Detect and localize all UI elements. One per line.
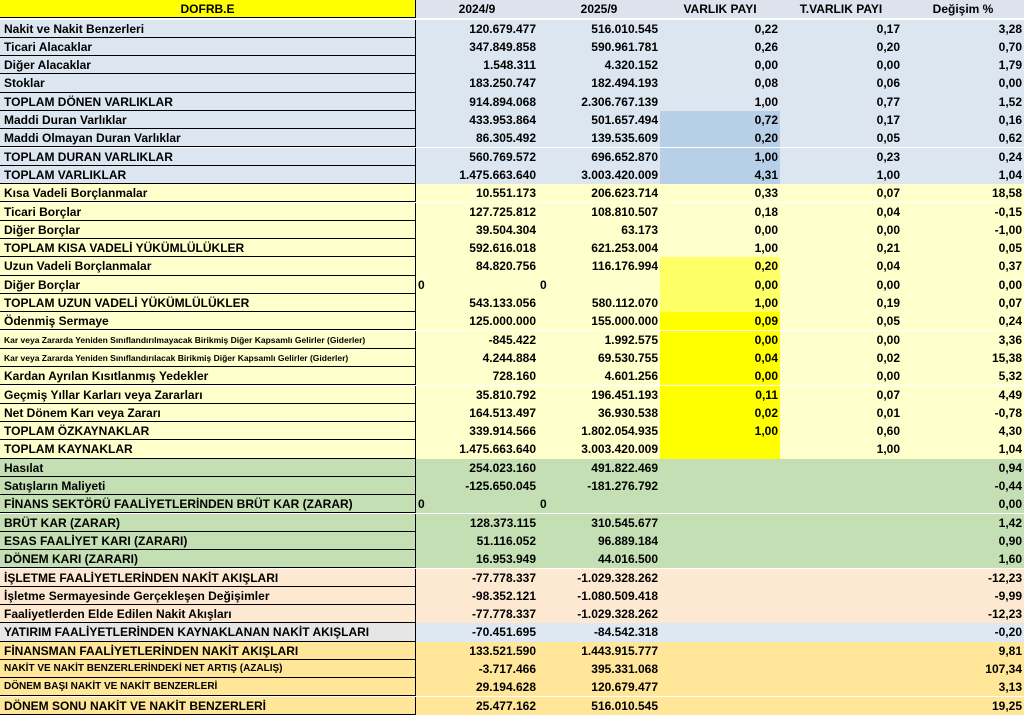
varlik-payi-cell[interactable]: 1,00: [660, 294, 780, 312]
degisim-cell[interactable]: 19,25: [902, 697, 1024, 715]
t-varlik-payi-cell[interactable]: 0,02: [780, 349, 902, 367]
table-row: [0, 184, 1024, 202]
value-2025[interactable]: 182.494.193: [538, 74, 660, 92]
t-varlik-payi-cell[interactable]: [780, 477, 902, 495]
row-label[interactable]: TOPLAM VARLIKLAR: [0, 166, 416, 184]
table-row: [0, 477, 1024, 495]
t-varlik-payi-cell[interactable]: 0,23: [780, 148, 902, 166]
row-label[interactable]: FİNANSMAN FAALİYETLERİNDEN NAKİT AKIŞLARI: [0, 642, 416, 660]
varlik-payi-cell[interactable]: 0,72: [660, 111, 780, 129]
value-2025[interactable]: 69.530.755: [538, 349, 660, 367]
row-label[interactable]: Diğer Alacaklar: [0, 56, 416, 74]
t-varlik-payi-cell[interactable]: 0,77: [780, 93, 902, 111]
t-varlik-payi-cell[interactable]: [780, 605, 902, 623]
t-varlik-payi-cell[interactable]: 0,00: [780, 367, 902, 385]
value-2025[interactable]: 501.657.494: [538, 111, 660, 129]
degisim-cell[interactable]: 1,60: [902, 550, 1024, 568]
value-2024[interactable]: -77.778.337: [416, 569, 538, 587]
value-2024[interactable]: 4.244.884: [416, 349, 538, 367]
degisim-cell[interactable]: 1,52: [902, 93, 1024, 111]
value-2025[interactable]: 0: [538, 276, 660, 294]
varlik-payi-cell[interactable]: 4,31: [660, 166, 780, 184]
degisim-cell[interactable]: 107,34: [902, 660, 1024, 678]
table-row: [0, 166, 1024, 184]
degisim-cell[interactable]: 3,36: [902, 331, 1024, 349]
t-varlik-payi-cell[interactable]: [780, 697, 902, 715]
varlik-payi-cell[interactable]: [660, 477, 780, 495]
value-2025[interactable]: 4.320.152: [538, 56, 660, 74]
value-2025[interactable]: 63.173: [538, 221, 660, 239]
row-label[interactable]: NAKİT VE NAKİT BENZERLERİNDEKİ NET ARTIŞ (AZALIŞ): [0, 660, 416, 678]
row-label[interactable]: TOPLAM DURAN VARLIKLAR: [0, 148, 416, 166]
value-2025[interactable]: 116.176.994: [538, 257, 660, 275]
degisim-cell[interactable]: 1,04: [902, 166, 1024, 184]
t-varlik-payi-cell[interactable]: 0,06: [780, 74, 902, 92]
value-2025[interactable]: 310.545.677: [538, 514, 660, 532]
t-varlik-payi-cell[interactable]: 0,00: [780, 331, 902, 349]
varlik-payi-cell[interactable]: [660, 587, 780, 605]
varlik-payi-cell[interactable]: 0,04: [660, 349, 780, 367]
table-row: [0, 532, 1024, 550]
t-varlik-payi-cell[interactable]: 0,07: [780, 386, 902, 404]
value-2025[interactable]: 2.306.767.139: [538, 93, 660, 111]
varlik-payi-cell[interactable]: 0,00: [660, 331, 780, 349]
table-row: [0, 221, 1024, 239]
degisim-cell[interactable]: 15,38: [902, 349, 1024, 367]
table-row: [0, 74, 1024, 92]
table-row: [0, 276, 1024, 294]
varlik-payi-cell[interactable]: 0,20: [660, 129, 780, 147]
value-2025[interactable]: 44.016.500: [538, 550, 660, 568]
t-varlik-payi-cell[interactable]: 1,00: [780, 440, 902, 458]
value-2024[interactable]: 0: [416, 276, 538, 294]
varlik-payi-cell[interactable]: 0,00: [660, 276, 780, 294]
degisim-cell[interactable]: -0,44: [902, 477, 1024, 495]
value-2024[interactable]: 127.725.812: [416, 203, 538, 221]
value-2024[interactable]: 183.250.747: [416, 74, 538, 92]
row-label[interactable]: Net Dönem Karı veya Zararı: [0, 404, 416, 422]
degisim-cell[interactable]: 0,94: [902, 459, 1024, 477]
row-label[interactable]: Maddi Duran Varlıklar: [0, 111, 416, 129]
varlik-payi-cell[interactable]: [660, 642, 780, 660]
varlik-payi-cell[interactable]: 1,00: [660, 422, 780, 440]
degisim-cell[interactable]: 0,90: [902, 532, 1024, 550]
year-2025-header[interactable]: 2025/9: [538, 0, 660, 18]
value-2024[interactable]: 592.616.018: [416, 239, 538, 257]
varlik-payi-cell[interactable]: 0,26: [660, 38, 780, 56]
degisim-cell[interactable]: 4,49: [902, 386, 1024, 404]
value-2024[interactable]: 128.373.115: [416, 514, 538, 532]
row-label[interactable]: YATIRIM FAALİYETLERİNDEN KAYNAKLANAN NAKİT AKIŞLARI: [0, 623, 416, 641]
varlik-payi-cell[interactable]: [660, 605, 780, 623]
table-row: [0, 550, 1024, 568]
table-row: [0, 569, 1024, 587]
table-row: [0, 20, 1024, 38]
row-label[interactable]: TOPLAM KAYNAKLAR: [0, 440, 416, 458]
varlik-payi-cell[interactable]: 0,33: [660, 184, 780, 202]
row-label[interactable]: Geçmiş Yıllar Karları veya Zararları: [0, 386, 416, 404]
varlik-payi-cell[interactable]: 0,00: [660, 221, 780, 239]
t-varlik-payi-cell[interactable]: [780, 660, 902, 678]
row-label[interactable]: Uzun Vadeli Borçlanmalar: [0, 257, 416, 275]
table-row: [0, 495, 1024, 513]
value-2025[interactable]: 3.003.420.009: [538, 440, 660, 458]
varlik-payi-cell[interactable]: 0,11: [660, 386, 780, 404]
varlik-payi-cell[interactable]: 0,02: [660, 404, 780, 422]
degisim-cell[interactable]: -12,23: [902, 569, 1024, 587]
table-row: [0, 93, 1024, 111]
varlik-payi-cell[interactable]: [660, 532, 780, 550]
t-varlik-payi-cell[interactable]: 0,00: [780, 56, 902, 74]
table-row: [0, 129, 1024, 147]
t-varlik-payi-cell[interactable]: 0,07: [780, 184, 902, 202]
row-label[interactable]: TOPLAM DÖNEN VARLIKLAR: [0, 93, 416, 111]
value-2025[interactable]: -181.276.792: [538, 477, 660, 495]
value-2024[interactable]: 560.769.572: [416, 148, 538, 166]
table-row: [0, 660, 1024, 678]
value-2025[interactable]: 395.331.068: [538, 660, 660, 678]
ticker-header[interactable]: DOFRB.E: [0, 0, 416, 18]
t-varlik-payi-cell[interactable]: 0,17: [780, 20, 902, 38]
value-2025[interactable]: 1.802.054.935: [538, 422, 660, 440]
value-2024[interactable]: 125.000.000: [416, 312, 538, 330]
value-2024[interactable]: 1.475.663.640: [416, 166, 538, 184]
value-2024[interactable]: 0: [416, 495, 538, 513]
varlik-payi-cell[interactable]: 0,22: [660, 20, 780, 38]
degisim-cell[interactable]: 4,30: [902, 422, 1024, 440]
table-row: [0, 111, 1024, 129]
table-row: [0, 38, 1024, 56]
degisim-cell[interactable]: -0,15: [902, 203, 1024, 221]
t-varlik-payi-cell[interactable]: 0,17: [780, 111, 902, 129]
value-2025[interactable]: 206.623.714: [538, 184, 660, 202]
row-label[interactable]: DÖNEM BAŞI NAKİT VE NAKİT BENZERLERİ: [0, 678, 416, 696]
value-2024[interactable]: -77.778.337: [416, 605, 538, 623]
value-2025[interactable]: 590.961.781: [538, 38, 660, 56]
varlik-payi-cell[interactable]: [660, 459, 780, 477]
value-2024[interactable]: 51.116.052: [416, 532, 538, 550]
row-label[interactable]: Kar veya Zararda Yeniden Sınıflandırılmayacak Birikmiş Diğer Kapsamlı Gelirler (Giderler): [0, 331, 416, 349]
row-label[interactable]: Kar veya Zararda Yeniden Sınıflandırılacak Birikmiş Diğer Kapsamlı Gelirler (Giderler): [0, 349, 416, 367]
row-label[interactable]: Nakit ve Nakit Benzerleri: [0, 20, 416, 38]
degisim-cell[interactable]: 0,05: [902, 239, 1024, 257]
value-2025[interactable]: 155.000.000: [538, 312, 660, 330]
t-varlik-payi-cell[interactable]: 0,05: [780, 312, 902, 330]
value-2024[interactable]: 914.894.068: [416, 93, 538, 111]
table-row: [0, 312, 1024, 330]
table-row: [0, 294, 1024, 312]
table-row: [0, 514, 1024, 532]
row-label[interactable]: ESAS FAALİYET KARI (ZARARI): [0, 532, 416, 550]
degisim-cell[interactable]: 1,42: [902, 514, 1024, 532]
t-varlik-payi-cell[interactable]: 1,00: [780, 166, 902, 184]
table-row: [0, 605, 1024, 623]
table-row: [0, 422, 1024, 440]
value-2025[interactable]: -1.080.509.418: [538, 587, 660, 605]
value-2024[interactable]: 433.953.864: [416, 111, 538, 129]
value-2025[interactable]: 139.535.609: [538, 129, 660, 147]
row-label[interactable]: BRÜT KAR (ZARAR): [0, 514, 416, 532]
row-label[interactable]: Diğer Borçlar: [0, 221, 416, 239]
t-varlik-payi-cell[interactable]: [780, 514, 902, 532]
varlik-payi-cell[interactable]: 0,09: [660, 312, 780, 330]
table-row: [0, 56, 1024, 74]
varlik-payi-cell[interactable]: [660, 550, 780, 568]
row-label[interactable]: FİNANS SEKTÖRÜ FAALİYETLERİNDEN BRÜT KAR (ZARAR): [0, 495, 416, 513]
value-2025[interactable]: -84.542.318: [538, 623, 660, 641]
degisim-cell[interactable]: -9,99: [902, 587, 1024, 605]
t-varlik-payi-cell[interactable]: [780, 550, 902, 568]
degisim-cell[interactable]: 9,81: [902, 642, 1024, 660]
degisim-cell[interactable]: 0,00: [902, 495, 1024, 513]
row-label[interactable]: İŞLETME FAALİYETLERİNDEN NAKİT AKIŞLARI: [0, 569, 416, 587]
value-2024[interactable]: -845.422: [416, 331, 538, 349]
value-2025[interactable]: 516.010.545: [538, 697, 660, 715]
value-2024[interactable]: -125.650.045: [416, 477, 538, 495]
t-varlik-payi-cell[interactable]: 0,20: [780, 38, 902, 56]
t-varlik-payi-cell[interactable]: [780, 642, 902, 660]
degisim-cell[interactable]: 0,37: [902, 257, 1024, 275]
value-2025[interactable]: 0: [538, 495, 660, 513]
varlik-payi-cell[interactable]: [660, 678, 780, 696]
value-2024[interactable]: 39.504.304: [416, 221, 538, 239]
row-label[interactable]: Faaliyetlerden Elde Edilen Nakit Akışları: [0, 605, 416, 623]
row-label[interactable]: TOPLAM KISA VADELİ YÜKÜMLÜLÜKLER: [0, 239, 416, 257]
row-label[interactable]: Satışların Maliyeti: [0, 477, 416, 495]
value-2025[interactable]: 96.889.184: [538, 532, 660, 550]
value-2024[interactable]: 35.810.792: [416, 386, 538, 404]
value-2024[interactable]: 728.160: [416, 367, 538, 385]
value-2024[interactable]: -70.451.695: [416, 623, 538, 641]
row-label[interactable]: Ticari Borçlar: [0, 203, 416, 221]
t-varlik-payi-cell[interactable]: 0,05: [780, 129, 902, 147]
degisim-cell[interactable]: -12,23: [902, 605, 1024, 623]
row-label[interactable]: Kardan Ayrılan Kısıtlanmış Yedekler: [0, 367, 416, 385]
row-label[interactable]: Kısa Vadeli Borçlanmalar: [0, 184, 416, 202]
value-2024[interactable]: -3.717.466: [416, 660, 538, 678]
table-row: [0, 404, 1024, 422]
value-2024[interactable]: 254.023.160: [416, 459, 538, 477]
degisim-cell[interactable]: 0,24: [902, 312, 1024, 330]
t-varlik-payi-cell[interactable]: [780, 495, 902, 513]
value-2025[interactable]: 621.253.004: [538, 239, 660, 257]
table-row: [0, 386, 1024, 404]
row-label[interactable]: Maddi Olmayan Duran Varlıklar: [0, 129, 416, 147]
value-2024[interactable]: 29.194.628: [416, 678, 538, 696]
table-row: [0, 623, 1024, 641]
table-row: [0, 239, 1024, 257]
row-label[interactable]: DÖNEM KARI (ZARARI): [0, 550, 416, 568]
row-label[interactable]: DÖNEM SONU NAKİT VE NAKİT BENZERLERİ: [0, 697, 416, 715]
value-2025[interactable]: 516.010.545: [538, 20, 660, 38]
value-2025[interactable]: 108.810.507: [538, 203, 660, 221]
t-varlik-payi-cell[interactable]: 0,60: [780, 422, 902, 440]
degisim-cell[interactable]: 0,07: [902, 294, 1024, 312]
degisim-cell[interactable]: 3,28: [902, 20, 1024, 38]
value-2024[interactable]: 347.849.858: [416, 38, 538, 56]
degisim-header[interactable]: Değişim %: [902, 0, 1024, 18]
table-row: [0, 440, 1024, 458]
row-label[interactable]: Hasılat: [0, 459, 416, 477]
value-2025[interactable]: 120.679.477: [538, 678, 660, 696]
varlik-payi-cell[interactable]: [660, 514, 780, 532]
varlik-payi-cell[interactable]: [660, 697, 780, 715]
varlik-payi-cell[interactable]: [660, 569, 780, 587]
value-2025[interactable]: 491.822.469: [538, 459, 660, 477]
value-2024[interactable]: -98.352.121: [416, 587, 538, 605]
t-varlik-payi-cell[interactable]: 0,21: [780, 239, 902, 257]
varlik-payi-cell[interactable]: 1,00: [660, 148, 780, 166]
varlik-payi-cell[interactable]: 1,00: [660, 93, 780, 111]
varlik-payi-cell[interactable]: 0,00: [660, 56, 780, 74]
value-2025[interactable]: 196.451.193: [538, 386, 660, 404]
value-2024[interactable]: 543.133.056: [416, 294, 538, 312]
table-row: [0, 257, 1024, 275]
row-label[interactable]: Ödenmiş Sermaye: [0, 312, 416, 330]
value-2024[interactable]: 84.820.756: [416, 257, 538, 275]
row-label[interactable]: TOPLAM UZUN VADELİ YÜKÜMLÜLÜKLER: [0, 294, 416, 312]
degisim-cell[interactable]: -0,78: [902, 404, 1024, 422]
t-varlik-payi-header[interactable]: T.VARLIK PAYI: [780, 0, 902, 18]
table-row: [0, 642, 1024, 660]
row-label[interactable]: TOPLAM ÖZKAYNAKLAR: [0, 422, 416, 440]
degisim-cell[interactable]: 0,70: [902, 38, 1024, 56]
degisim-cell[interactable]: 1,79: [902, 56, 1024, 74]
degisim-cell[interactable]: 1,04: [902, 440, 1024, 458]
degisim-cell[interactable]: 18,58: [902, 184, 1024, 202]
table-row: [0, 203, 1024, 221]
header-row: [0, 0, 1024, 18]
value-2024[interactable]: 10.551.173: [416, 184, 538, 202]
value-2025[interactable]: 580.112.070: [538, 294, 660, 312]
t-varlik-payi-cell[interactable]: [780, 569, 902, 587]
value-2024[interactable]: 120.679.477: [416, 20, 538, 38]
value-2024[interactable]: 164.513.497: [416, 404, 538, 422]
t-varlik-payi-cell[interactable]: 0,00: [780, 276, 902, 294]
degisim-cell[interactable]: -0,20: [902, 623, 1024, 641]
varlik-payi-cell[interactable]: 0,18: [660, 203, 780, 221]
t-varlik-payi-cell[interactable]: 0,04: [780, 257, 902, 275]
year-2024-header[interactable]: 2024/9: [416, 0, 538, 18]
value-2024[interactable]: 133.521.590: [416, 642, 538, 660]
varlik-payi-cell[interactable]: [660, 440, 780, 458]
varlik-payi-cell[interactable]: 1,00: [660, 239, 780, 257]
table-row: [0, 367, 1024, 385]
value-2025[interactable]: 696.652.870: [538, 148, 660, 166]
t-varlik-payi-cell[interactable]: [780, 587, 902, 605]
value-2024[interactable]: 16.953.949: [416, 550, 538, 568]
value-2025[interactable]: -1.029.328.262: [538, 605, 660, 623]
varlik-payi-cell[interactable]: 0,20: [660, 257, 780, 275]
varlik-payi-header[interactable]: VARLIK PAYI: [660, 0, 780, 18]
varlik-payi-cell[interactable]: [660, 495, 780, 513]
t-varlik-payi-cell[interactable]: 0,04: [780, 203, 902, 221]
varlik-payi-cell[interactable]: [660, 660, 780, 678]
table-row: [0, 678, 1024, 696]
value-2024[interactable]: 1.475.663.640: [416, 440, 538, 458]
row-label[interactable]: Diğer Borçlar: [0, 276, 416, 294]
value-2024[interactable]: 86.305.492: [416, 129, 538, 147]
value-2025[interactable]: -1.029.328.262: [538, 569, 660, 587]
degisim-cell[interactable]: 5,32: [902, 367, 1024, 385]
degisim-cell[interactable]: 0,00: [902, 276, 1024, 294]
t-varlik-payi-cell[interactable]: [780, 678, 902, 696]
table-row: [0, 331, 1024, 349]
degisim-cell[interactable]: 0,00: [902, 74, 1024, 92]
varlik-payi-cell[interactable]: [660, 623, 780, 641]
table-row: [0, 587, 1024, 605]
degisim-cell[interactable]: 3,13: [902, 678, 1024, 696]
degisim-cell[interactable]: 0,62: [902, 129, 1024, 147]
t-varlik-payi-cell[interactable]: 0,19: [780, 294, 902, 312]
value-2025[interactable]: 1.992.575: [538, 331, 660, 349]
value-2024[interactable]: 1.548.311: [416, 56, 538, 74]
varlik-payi-cell[interactable]: 0,00: [660, 367, 780, 385]
degisim-cell[interactable]: 0,16: [902, 111, 1024, 129]
value-2025[interactable]: 4.601.256: [538, 367, 660, 385]
varlik-payi-cell[interactable]: 0,08: [660, 74, 780, 92]
table-row: [0, 459, 1024, 477]
t-varlik-payi-cell[interactable]: 0,01: [780, 404, 902, 422]
row-label[interactable]: Ticari Alacaklar: [0, 38, 416, 56]
t-varlik-payi-cell[interactable]: [780, 532, 902, 550]
row-label[interactable]: Stoklar: [0, 74, 416, 92]
degisim-cell[interactable]: 0,24: [902, 148, 1024, 166]
value-2025[interactable]: 3.003.420.009: [538, 166, 660, 184]
row-label[interactable]: İşletme Sermayesinde Gerçekleşen Değişimler: [0, 587, 416, 605]
t-varlik-payi-cell[interactable]: [780, 459, 902, 477]
table-row: [0, 148, 1024, 166]
table-row: [0, 697, 1024, 715]
degisim-cell[interactable]: -1,00: [902, 221, 1024, 239]
value-2024[interactable]: 339.914.566: [416, 422, 538, 440]
t-varlik-payi-cell[interactable]: [780, 623, 902, 641]
value-2024[interactable]: 25.477.162: [416, 697, 538, 715]
value-2025[interactable]: 36.930.538: [538, 404, 660, 422]
value-2025[interactable]: 1.443.915.777: [538, 642, 660, 660]
t-varlik-payi-cell[interactable]: 0,00: [780, 221, 902, 239]
table-row: [0, 349, 1024, 367]
